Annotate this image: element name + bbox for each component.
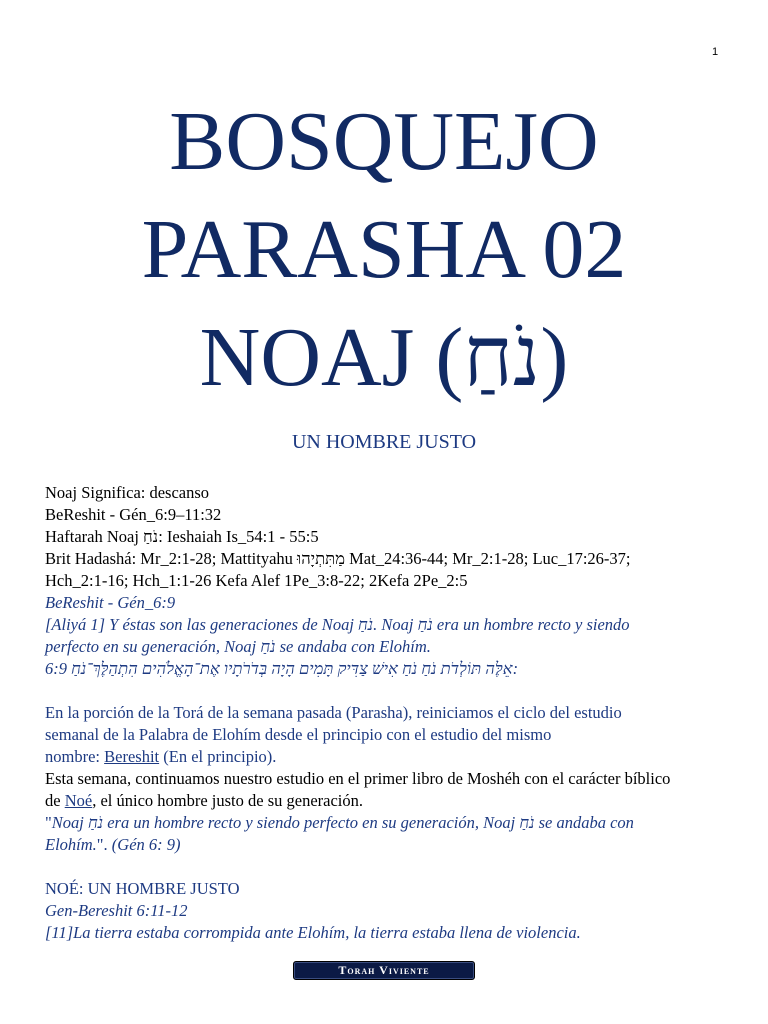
- noe-link[interactable]: Noé: [64, 791, 93, 810]
- paragraph-2-line-1: Esta semana, continuamos nuestro estudio en el primer libro de Moshéh con el carácter bíblico: [45, 769, 671, 788]
- info-haftarah: Haftarah Noaj נֹחַ: Ieshaiah Is_54:1 - 55:5: [45, 527, 319, 546]
- quote-open: ": [45, 813, 52, 832]
- spacer: [45, 856, 735, 878]
- page-number: 1: [712, 46, 719, 58]
- document-body: [45, 482, 735, 944]
- section-2-line-1: [11]La tierra estaba corrompida ante Elohím, la tierra estaba llena de violencia.: [45, 923, 581, 942]
- paragraph-2-text: de: [45, 791, 65, 810]
- quote-line-2: [45, 834, 735, 856]
- quote-text-1: Noaj נֹחַ era un hombre recto y siendo perfecto en su generación, Noaj נֹחַ se andaba con: [51, 813, 634, 832]
- info-brit-line-1: Brit Hadashá: Mr_2:1-28; Mattityahu מַתִּתְיָהוּ Mat_24:36-44; Mr_2:1-28; Luc_17:26-37;: [45, 549, 631, 568]
- verse-hebrew: 6:9 אֵלֶּה תּוֹלְדֹת נֹחַ נֹחַ אִישׁ צַדִּיק תָּמִים הָיָה בְּדֹרֹתָיו אֶת־הָאֱלֹהִים הִתְהַלֶּךְ־נֹחַ:: [45, 659, 519, 678]
- verse-reference: BeReshit - Gén_6:9: [45, 593, 176, 612]
- paragraph-1-text: nombre:: [45, 747, 105, 766]
- section-2-reference: Gen-Bereshit 6:11-12: [45, 901, 188, 920]
- section-2-heading: NOÉ: UN HOMBRE JUSTO: [45, 879, 240, 898]
- info-significa: Noaj Significa: descanso: [45, 483, 210, 502]
- subtitle: UN HOMBRE JUSTO: [291, 431, 477, 453]
- paragraph-1-line-2: semanal de la Palabra de Elohím desde el principio con el estudio del mismo: [45, 725, 552, 744]
- verse-line-2: perfecto en su generación, Noaj נֹחַ se andaba con Elohím.: [45, 637, 431, 656]
- paragraph-1-line-3: [45, 746, 735, 768]
- verse-line-1: [Aliyá 1] Y éstas son las generaciones de Noaj נֹחַ. Noaj נֹחַ era un hombre recto y siendo: [45, 615, 630, 634]
- info-bereshit: BeReshit - Gén_6:9–11:32: [45, 505, 222, 524]
- torah-viviente-logo: Torah Viviente: [293, 961, 475, 980]
- paragraph-2-line-2: [45, 790, 735, 812]
- bereshit-link[interactable]: Bereshit: [104, 747, 160, 766]
- quote-reference: (Gén 6: 9): [111, 835, 181, 854]
- title-line-3: NOAJ (נֹחַ): [199, 311, 569, 404]
- title-line-2: PARASHA 02: [141, 203, 627, 296]
- quote-close: ".: [96, 835, 112, 854]
- info-brit-line-2: Hch_2:1-16; Hch_1:1-26 Kefa Alef 1Pe_3:8-22; 2Kefa 2Pe_2:5: [45, 571, 468, 590]
- paragraph-1-line-1: En la porción de la Torá de la semana pasada (Parasha), reiniciamos el ciclo del estudio: [45, 703, 622, 722]
- title-line-1: BOSQUEJO: [169, 95, 599, 188]
- spacer: [45, 680, 735, 702]
- quote-text-2: Elohím.: [45, 835, 97, 854]
- paragraph-1-text-end: (En el principio).: [159, 747, 277, 766]
- quote-line-1: [45, 812, 735, 834]
- paragraph-2-text-end: , el único hombre justo de su generación.: [92, 791, 364, 810]
- page-title: [0, 88, 768, 412]
